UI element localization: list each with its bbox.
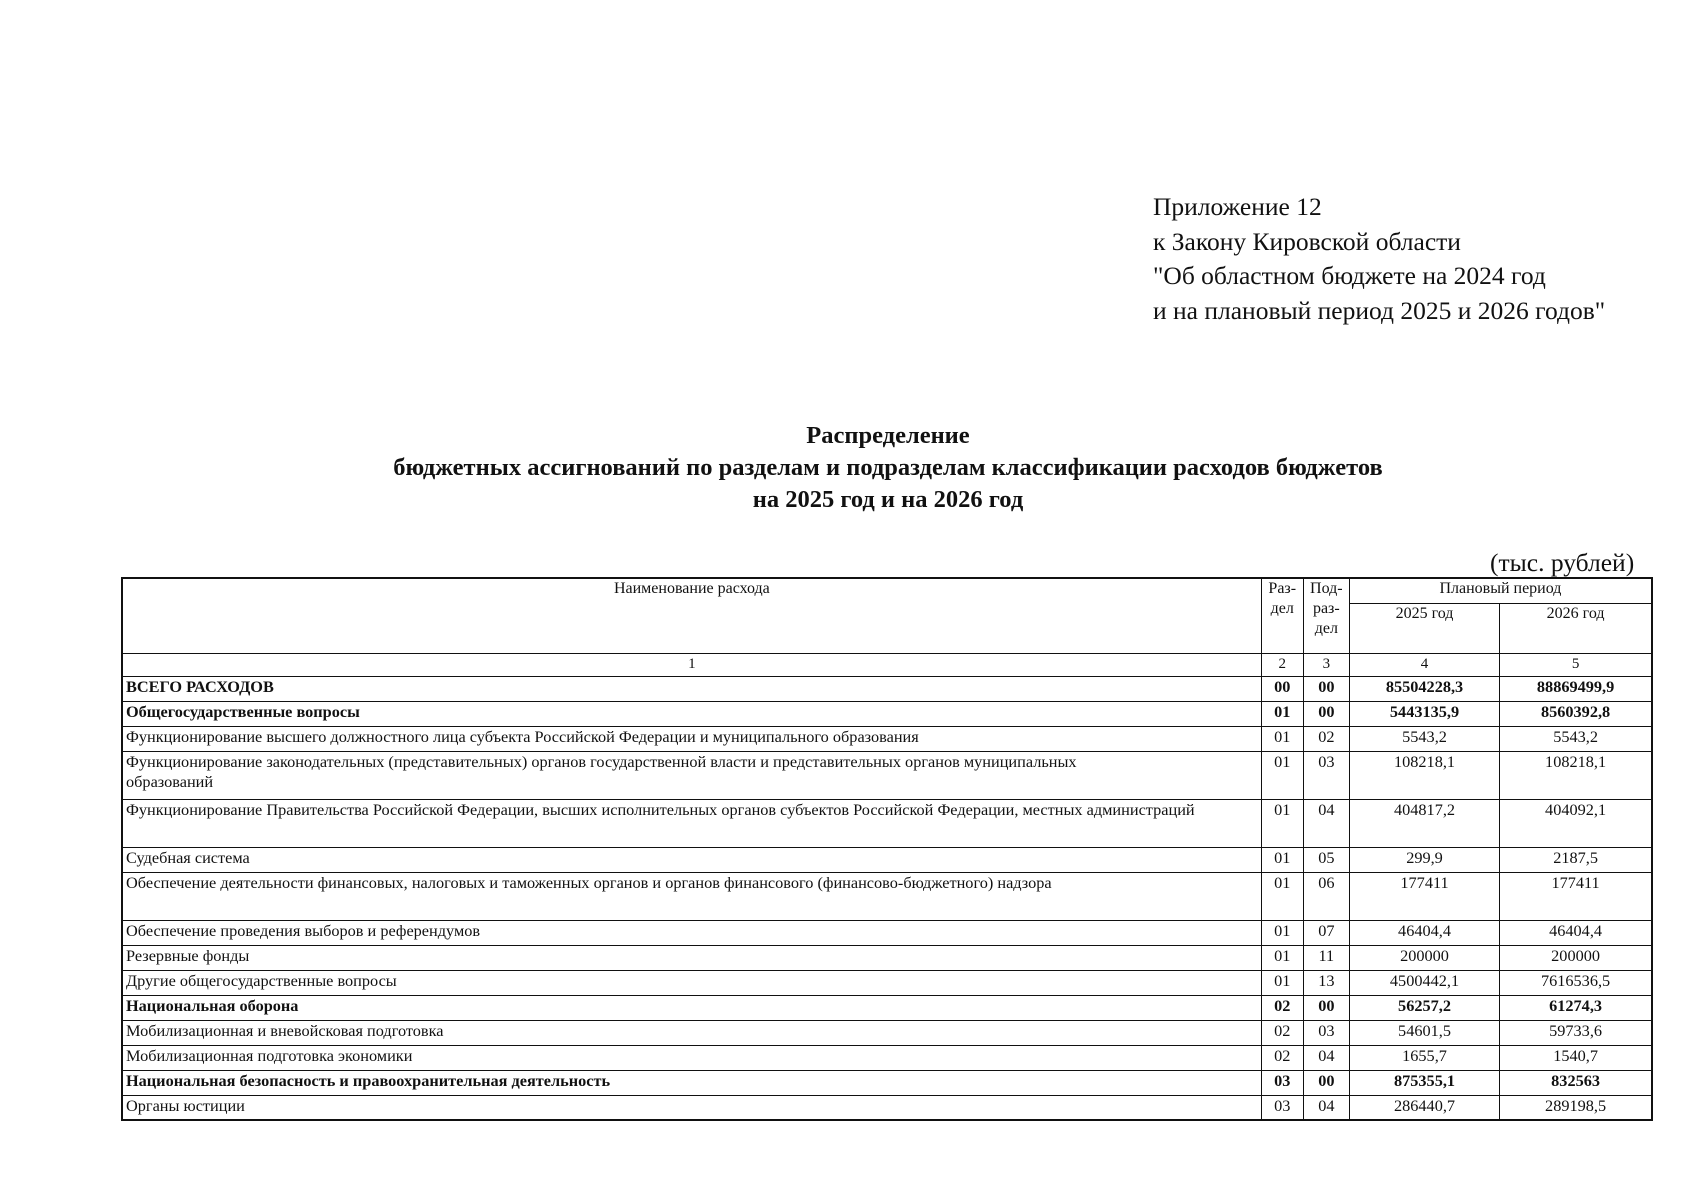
column-number: 3 — [1303, 653, 1349, 676]
row-value-2026: 1540,7 — [1500, 1045, 1652, 1070]
row-value-2025: 46404,4 — [1349, 920, 1499, 945]
row-razdel: 02 — [1261, 1045, 1303, 1070]
table-header-row — [122, 578, 1652, 603]
header-planned-period: Плановый период — [1349, 578, 1652, 603]
row-razdel: 01 — [1261, 945, 1303, 970]
row-podrazdel: 03 — [1303, 751, 1349, 799]
row-value-2025: 299,9 — [1349, 847, 1499, 872]
column-number: 5 — [1500, 653, 1652, 676]
row-name: Судебная система — [122, 847, 1261, 872]
row-podrazdel: 07 — [1303, 920, 1349, 945]
header-razdel: Раз-дел — [1261, 578, 1303, 653]
row-podrazdel: 06 — [1303, 872, 1349, 920]
row-name: Мобилизационная и вневойсковая подготовка — [122, 1020, 1261, 1045]
units-label: (тыс. рублей) — [1490, 548, 1635, 577]
row-name: Функционирование Правительства Российской Федерации, высших исполнительных органов субъектов Российской Федерации, местных администраций — [122, 799, 1261, 847]
header-name: Наименование расхода — [122, 578, 1261, 653]
row-value-2025: 286440,7 — [1349, 1095, 1499, 1120]
row-value-2026: 61274,3 — [1500, 995, 1652, 1020]
row-value-2025: 5443135,9 — [1349, 701, 1499, 726]
row-podrazdel: 13 — [1303, 970, 1349, 995]
row-value-2026: 108218,1 — [1500, 751, 1652, 799]
budget-table — [121, 577, 1653, 1121]
table-row — [122, 847, 1652, 872]
row-value-2025: 875355,1 — [1349, 1070, 1499, 1095]
row-razdel: 02 — [1261, 995, 1303, 1020]
row-razdel: 01 — [1261, 920, 1303, 945]
row-value-2025: 4500442,1 — [1349, 970, 1499, 995]
row-value-2025: 404817,2 — [1349, 799, 1499, 847]
row-razdel: 03 — [1261, 1095, 1303, 1120]
table-row — [122, 1070, 1652, 1095]
row-razdel: 01 — [1261, 751, 1303, 799]
table-row — [122, 1095, 1652, 1120]
row-name: Общегосударственные вопросы — [122, 701, 1261, 726]
row-value-2025: 5543,2 — [1349, 726, 1499, 751]
row-podrazdel: 02 — [1303, 726, 1349, 751]
row-value-2026: 832563 — [1500, 1070, 1652, 1095]
document-title — [0, 420, 1700, 516]
row-podrazdel: 04 — [1303, 799, 1349, 847]
row-value-2025: 54601,5 — [1349, 1020, 1499, 1045]
table-row — [122, 1045, 1652, 1070]
table-row — [122, 751, 1652, 799]
appendix-line: "Об областном бюджете на 2024 год — [1153, 261, 1546, 290]
row-razdel: 01 — [1261, 726, 1303, 751]
row-name: Резервные фонды — [122, 945, 1261, 970]
row-podrazdel: 00 — [1303, 701, 1349, 726]
row-value-2025: 85504228,3 — [1349, 676, 1499, 701]
row-razdel: 01 — [1261, 799, 1303, 847]
row-razdel: 01 — [1261, 847, 1303, 872]
row-podrazdel: 04 — [1303, 1095, 1349, 1120]
row-razdel: 02 — [1261, 1020, 1303, 1045]
row-razdel: 00 — [1261, 676, 1303, 701]
title-line-3: на 2025 год и на 2026 год — [752, 486, 1024, 513]
table-row — [122, 920, 1652, 945]
row-podrazdel: 00 — [1303, 676, 1349, 701]
table-row — [122, 701, 1652, 726]
appendix-note — [1153, 190, 1605, 328]
row-value-2026: 8560392,8 — [1500, 701, 1652, 726]
appendix-line: и на плановый период 2025 и 2026 годов" — [1153, 295, 1606, 325]
row-value-2026: 404092,1 — [1500, 799, 1652, 847]
title-line-2: бюджетных ассигнований по разделам и подразделам классификации расходов бюджетов — [393, 454, 1383, 481]
row-value-2026: 5543,2 — [1500, 726, 1652, 751]
row-razdel: 03 — [1261, 1070, 1303, 1095]
title-line-1: Распределение — [806, 422, 970, 449]
row-podrazdel: 11 — [1303, 945, 1349, 970]
table-row — [122, 676, 1652, 701]
column-number: 2 — [1261, 653, 1303, 676]
row-value-2025: 1655,7 — [1349, 1045, 1499, 1070]
row-value-2026: 177411 — [1500, 872, 1652, 920]
row-value-2025: 56257,2 — [1349, 995, 1499, 1020]
row-razdel: 01 — [1261, 872, 1303, 920]
row-name: Обеспечение проведения выборов и референдумов — [122, 920, 1261, 945]
header-year-2026: 2026 год — [1500, 603, 1652, 653]
row-value-2026: 59733,6 — [1500, 1020, 1652, 1045]
row-name: Национальная оборона — [122, 995, 1261, 1020]
row-value-2026: 2187,5 — [1500, 847, 1652, 872]
header-podrazdel: Под-раз-дел — [1303, 578, 1349, 653]
table-row — [122, 799, 1652, 847]
table-row — [122, 995, 1652, 1020]
row-name: Функционирование высшего должностного лица субъекта Российской Федерации и муниципального образования — [122, 726, 1261, 751]
row-name: Мобилизационная подготовка экономики — [122, 1045, 1261, 1070]
table-row — [122, 1020, 1652, 1045]
row-podrazdel: 05 — [1303, 847, 1349, 872]
row-name: Обеспечение деятельности финансовых, налоговых и таможенных органов и органов финансового (финансово-бюджетного) надзора — [122, 872, 1261, 920]
table-row — [122, 872, 1652, 920]
column-number-row — [122, 653, 1652, 676]
column-number: 4 — [1349, 653, 1499, 676]
row-name: ВСЕГО РАСХОДОВ — [122, 676, 1261, 701]
row-value-2026: 7616536,5 — [1500, 970, 1652, 995]
row-podrazdel: 00 — [1303, 1070, 1349, 1095]
row-razdel: 01 — [1261, 701, 1303, 726]
row-podrazdel: 04 — [1303, 1045, 1349, 1070]
row-name: Органы юстиции — [122, 1095, 1261, 1120]
row-value-2026: 88869499,9 — [1500, 676, 1652, 701]
row-name: Другие общегосударственные вопросы — [122, 970, 1261, 995]
row-value-2026: 289198,5 — [1500, 1095, 1652, 1120]
appendix-line: Приложение 12 — [1153, 192, 1322, 221]
table-row — [122, 945, 1652, 970]
row-value-2025: 108218,1 — [1349, 751, 1499, 799]
row-podrazdel: 03 — [1303, 1020, 1349, 1045]
appendix-line: к Закону Кировской области — [1153, 226, 1461, 256]
row-razdel: 01 — [1261, 970, 1303, 995]
row-podrazdel: 00 — [1303, 995, 1349, 1020]
header-year-2025: 2025 год — [1349, 603, 1499, 653]
row-name: Функционирование законодательных (представительных) органов государственной власти и представительных органов муниципальных образований — [122, 751, 1261, 799]
row-name: Национальная безопасность и правоохранительная деятельность — [122, 1070, 1261, 1095]
row-value-2026: 46404,4 — [1500, 920, 1652, 945]
row-value-2026: 200000 — [1500, 945, 1652, 970]
column-number: 1 — [122, 653, 1261, 676]
row-value-2025: 200000 — [1349, 945, 1499, 970]
table-row — [122, 726, 1652, 751]
table-row — [122, 970, 1652, 995]
row-value-2025: 177411 — [1349, 872, 1499, 920]
